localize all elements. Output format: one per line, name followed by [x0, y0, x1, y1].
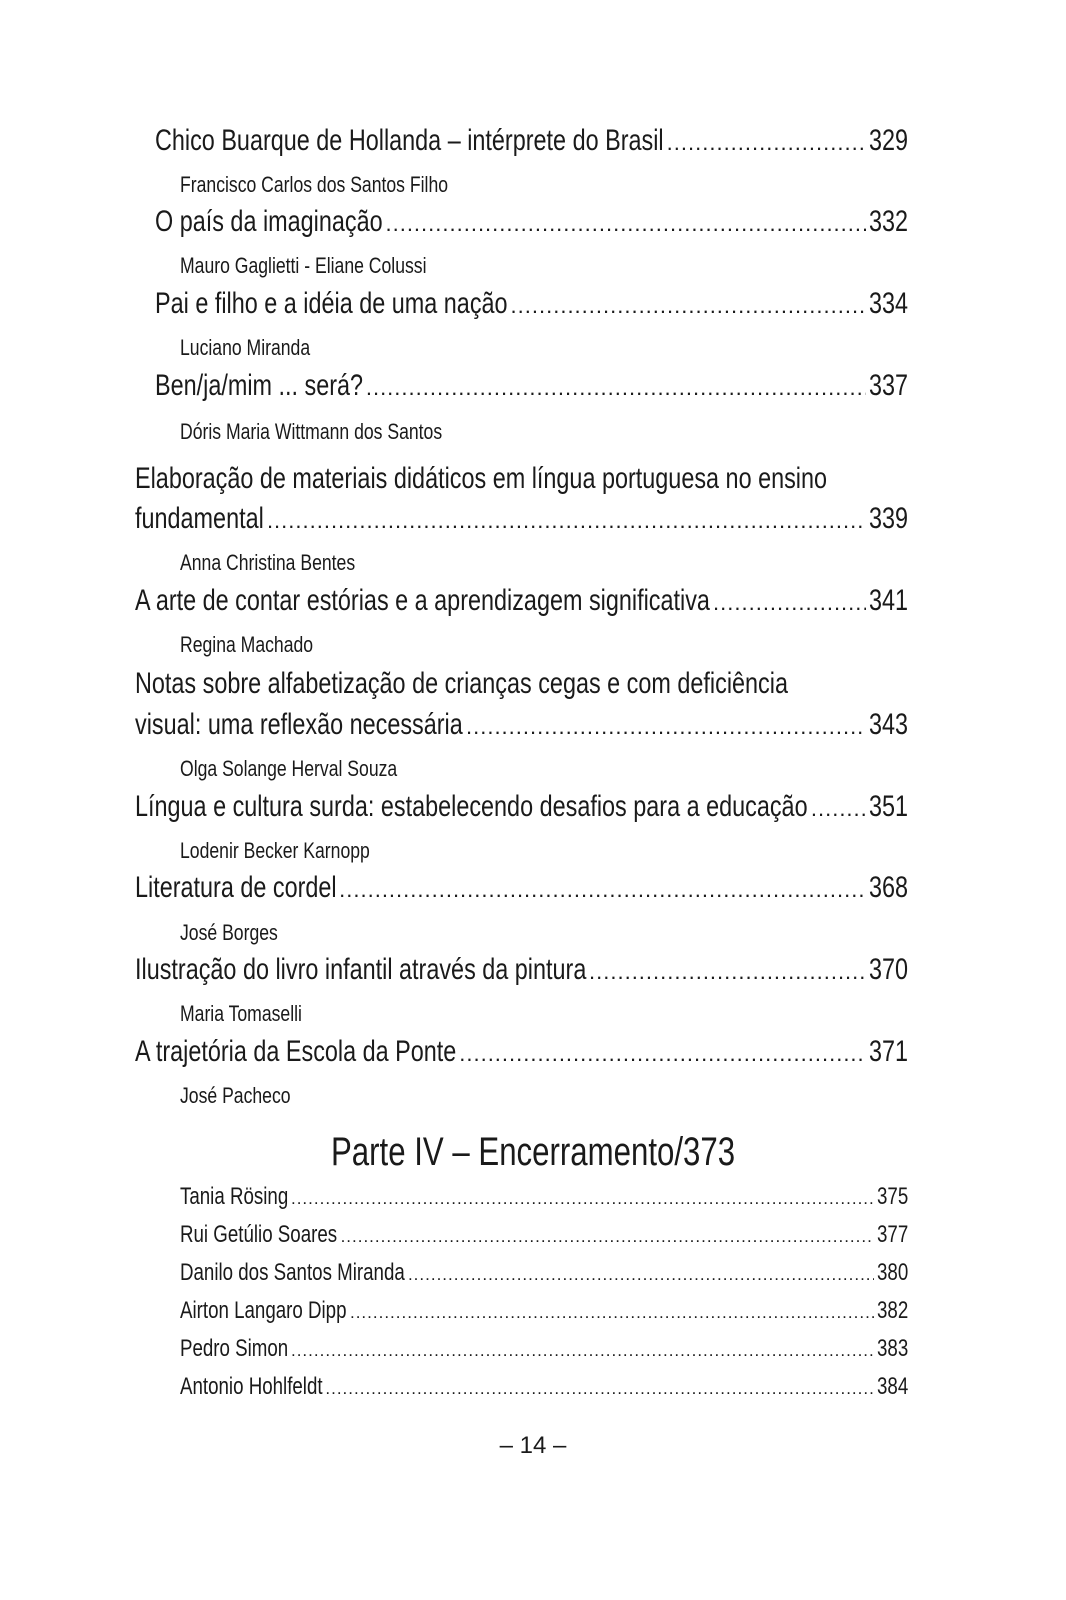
toc-leader	[589, 959, 866, 985]
toc-entry-author: Mauro Gaglietti - Eliane Colussi	[180, 253, 427, 278]
closing-entry-name: Antonio Hohlfeldt	[180, 1373, 323, 1400]
closing-entry	[180, 1221, 908, 1249]
toc-entry	[135, 1035, 908, 1075]
toc-entry-author: Maria Tomaselli	[180, 1001, 302, 1026]
closing-entry-name: Tania Rösing	[180, 1183, 289, 1210]
toc-entry-author: Lodenir Becker Karnopp	[180, 838, 370, 863]
closing-entry-name: Rui Getúlio Soares	[180, 1221, 338, 1248]
toc-entry-author: José Pacheco	[180, 1083, 291, 1108]
toc-leader	[291, 1341, 874, 1361]
toc-entry-title: fundamental	[135, 502, 264, 535]
toc-leader	[713, 590, 866, 616]
toc-leader	[291, 1189, 874, 1209]
toc-leader	[366, 375, 866, 401]
toc-entry-title: A trajetória da Escola da Ponte	[135, 1035, 457, 1068]
toc-entry-title: Literatura de cordel	[135, 871, 337, 904]
page-number: – 14 –	[499, 1432, 567, 1459]
toc-entry	[135, 502, 908, 542]
closing-entry-page: 380	[876, 1259, 908, 1286]
toc-entry-page: 337	[868, 369, 908, 402]
toc-entry-page: 339	[868, 502, 908, 535]
closing-entry-page: 384	[876, 1373, 908, 1400]
closing-entry	[180, 1297, 908, 1325]
toc-entry-title-line: Elaboração de materiais didáticos em língua portuguesa no ensino	[135, 462, 828, 495]
toc-entry-page: 368	[868, 871, 908, 904]
closing-entry-page: 383	[876, 1335, 908, 1362]
closing-entry-page: 382	[876, 1297, 908, 1324]
toc-entry-title: Ben/ja/mim ... será?	[155, 369, 364, 402]
closing-entry-name: Pedro Simon	[180, 1335, 289, 1362]
toc-entry-author: José Borges	[180, 920, 278, 945]
toc-entry-title: Língua e cultura surda: estabelecendo desafios para a educação	[135, 790, 808, 823]
toc-entry-author: Olga Solange Herval Souza	[180, 756, 398, 781]
toc-entry-author: Anna Christina Bentes	[180, 550, 356, 575]
toc-entry	[135, 871, 908, 911]
toc-entry-author: Luciano Miranda	[180, 335, 311, 360]
toc-entry	[155, 124, 908, 164]
toc-entry	[155, 205, 908, 245]
toc-entry-page: 370	[868, 953, 908, 986]
toc-leader	[267, 508, 866, 534]
toc-leader	[350, 1303, 874, 1323]
toc-entry-title: visual: uma reflexão necessária	[135, 708, 463, 741]
closing-entry	[180, 1335, 908, 1363]
toc-entry	[155, 369, 908, 409]
toc-leader	[511, 293, 866, 319]
toc-leader	[811, 796, 866, 822]
toc-entry	[135, 708, 908, 748]
closing-entry-name: Danilo dos Santos Miranda	[180, 1259, 405, 1286]
toc-entry	[135, 953, 908, 993]
toc-entry-title: Ilustração do livro infantil através da pintura	[135, 953, 587, 986]
toc-leader	[408, 1265, 874, 1285]
closing-entry	[180, 1183, 908, 1211]
toc-entry-page: 371	[868, 1035, 908, 1068]
toc-entry-title: A arte de contar estórias e a aprendizagem significativa	[135, 584, 710, 617]
toc-leader	[339, 877, 866, 903]
toc-entry-title-line: Notas sobre alfabetização de crianças cegas e com deficiência	[135, 667, 788, 700]
closing-entry-name: Airton Langaro Dipp	[180, 1297, 347, 1324]
toc-leader	[325, 1379, 873, 1399]
toc-entry-page: 334	[868, 287, 908, 320]
toc-entry-title: Pai e filho e a idéia de uma nação	[155, 287, 508, 320]
closing-entry	[180, 1373, 908, 1401]
toc-entry-author: Regina Machado	[180, 632, 314, 657]
toc-leader	[667, 130, 866, 156]
toc-entry-title: Chico Buarque de Hollanda – intérprete do Brasil	[155, 124, 664, 157]
toc-entry	[135, 584, 908, 624]
toc-entry-page: 332	[868, 205, 908, 238]
toc-leader	[385, 211, 865, 237]
toc-entry	[135, 790, 908, 830]
closing-entry-page: 377	[876, 1221, 908, 1248]
toc-entry-page: 351	[868, 790, 908, 823]
toc-leader	[459, 1041, 866, 1067]
toc-entry	[155, 287, 908, 327]
part-heading	[0, 1130, 1066, 1175]
closing-entry	[180, 1259, 908, 1287]
toc-entry-author: Dóris Maria Wittmann dos Santos	[180, 419, 443, 444]
closing-entry-page: 375	[876, 1183, 908, 1210]
toc-entry-title: O país da imaginação	[155, 205, 383, 238]
toc-leader	[466, 714, 866, 740]
toc-entry-page: 343	[868, 708, 908, 741]
toc-entry-author: Francisco Carlos dos Santos Filho	[180, 172, 449, 197]
toc-entry-page: 329	[868, 124, 908, 157]
toc-leader	[341, 1227, 874, 1247]
part-heading-text: Parte IV – Encerramento/373	[330, 1130, 736, 1174]
toc-entry-page: 341	[868, 584, 908, 617]
